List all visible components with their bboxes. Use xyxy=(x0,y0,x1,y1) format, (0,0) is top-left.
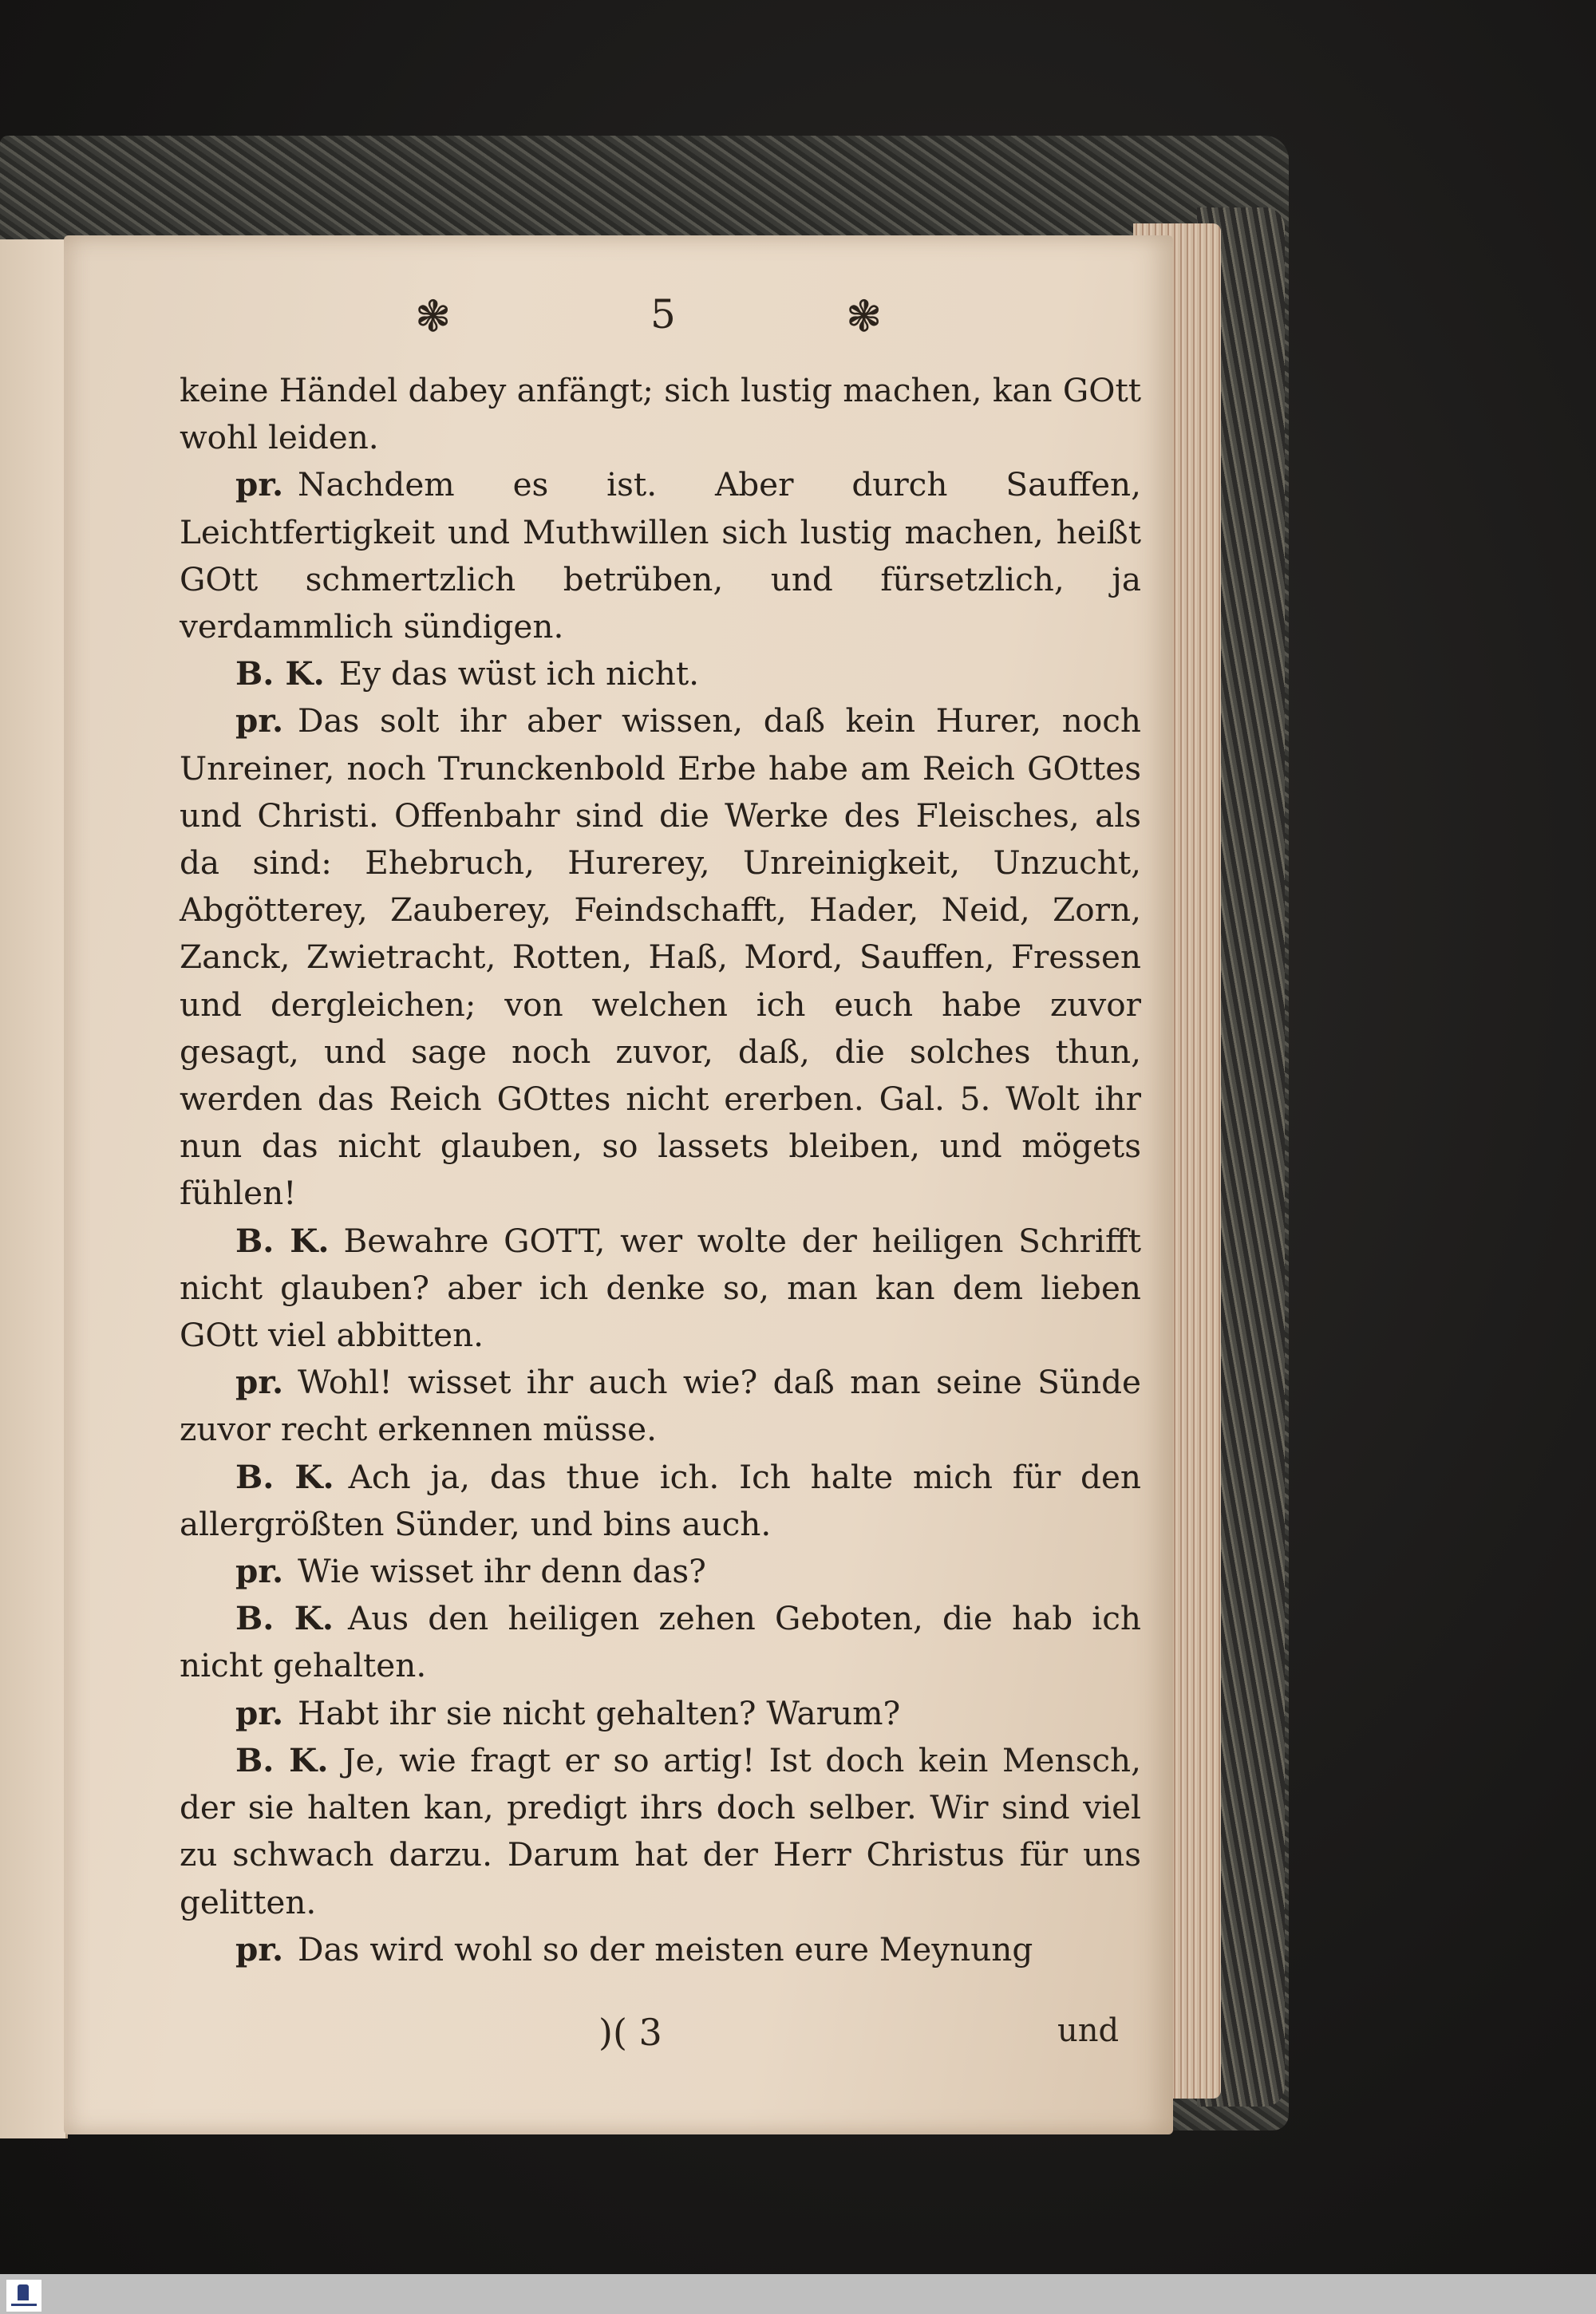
paragraph-text: Nachdem es ist. Aber durch Sauffen, Leichtfertigkeit und Muthwillen sich lustig machen, heißt GOtt schmertzlich betrüben, und fürsetzlich, ja verdammlich sündigen. xyxy=(180,465,1141,646)
paragraph-text: Je, wie fragt er so artig! Ist doch kein Mensch, der sie halten kan, predigt ihrs doch selber. Wir sind viel zu schwach darzu. Darum hat der Herr Christus für uns gelitten. xyxy=(180,1740,1141,1921)
library-logo-icon xyxy=(6,2280,41,2312)
paragraph-text: Ey das wüst ich nicht. xyxy=(338,654,700,693)
paragraph-text: Das wird wohl so der meisten eure Meynung xyxy=(298,1929,1033,1968)
paragraph-text: Ach ja, das thue ich. Ich halte mich für den allergrößten Sünder, und bins auch. xyxy=(180,1457,1141,1543)
catchword: und xyxy=(1057,2012,1120,2049)
paragraph-4 xyxy=(180,697,1141,1217)
page-number: 5 xyxy=(650,291,676,338)
speaker-label: pr. xyxy=(235,465,284,504)
logo-line xyxy=(11,2304,37,2306)
page-header xyxy=(415,291,926,347)
paragraph-text: Das solt ihr aber wissen, daß kein Hurer, noch Unreiner, noch Trunckenbold Erbe habe am Reich GOttes und Christi. Offenbahr sind die Werke des Fleisches, als da sind: Ehebruch, Hurerey, Unreinigkeit, Unzucht, Abgötterey, Zauberey, Feindschafft, Hader, Neid, Zorn, Zanck, Zwietracht, Rotten, Haß, Mord, Sauffen, Fressen und dergleichen; von welchen ich euch habe zuvor gesagt, und sage noch zuvor, daß, die solches thun, werden das Reich GOttes nicht ererben. Gal. 5. Wolt ihr nun das nicht glauben, so lassets bleiben, und mögets fühlen! xyxy=(180,701,1141,1213)
paragraph-text: Habt ihr sie nicht gehalten? Warum? xyxy=(298,1693,901,1732)
paragraph-8 xyxy=(180,1548,1141,1595)
speaker-label: pr. xyxy=(235,1929,284,1968)
speaker-label: pr. xyxy=(235,1363,284,1402)
paragraph-1 xyxy=(180,367,1141,461)
speaker-label: B. K. xyxy=(235,1457,334,1496)
speaker-label: B. K. xyxy=(235,1599,334,1638)
ornament-right-icon: ❃ xyxy=(846,291,883,342)
ornament-left-icon: ❃ xyxy=(415,291,452,342)
paragraph-text: Wie wisset ihr denn das? xyxy=(298,1552,706,1591)
paragraph-10 xyxy=(180,1690,1141,1737)
speaker-label: pr. xyxy=(235,1552,284,1591)
paragraph-text: Wohl! wisset ihr auch wie? daß man seine Sünde zuvor recht erkennen müsse. xyxy=(180,1363,1141,1449)
speaker-label: B. K. xyxy=(235,1740,329,1779)
logo-mark xyxy=(18,2284,29,2300)
speaker-label: B. K. xyxy=(235,1221,330,1260)
paragraph-text: Aus den heiligen zehen Geboten, die hab ich nicht gehalten. xyxy=(180,1599,1142,1685)
paragraph-11 xyxy=(180,1737,1141,1926)
speaker-label: pr. xyxy=(235,1693,284,1732)
speaker-label: B. K. xyxy=(235,654,325,693)
paragraph-9 xyxy=(180,1595,1141,1689)
paragraph-3 xyxy=(180,650,1141,697)
left-page-edge xyxy=(0,239,68,2138)
speaker-label: pr. xyxy=(235,701,284,740)
paragraph-text: keine Händel dabey anfängt; sich lustig machen, kan GOtt wohl leiden. xyxy=(180,371,1141,457)
paragraph-2 xyxy=(180,461,1141,650)
signature-mark: )( 3 xyxy=(598,2011,662,2054)
paragraph-5 xyxy=(180,1218,1141,1360)
paragraph-6 xyxy=(180,1359,1141,1453)
page-text xyxy=(180,367,1141,1973)
paragraph-text: Bewahre GOTT, wer wolte der heiligen Schrifft nicht glauben? aber ich denke so, man kan dem lieben GOtt viel abbitten. xyxy=(180,1221,1142,1355)
viewer-bottom-bar xyxy=(0,2274,1596,2314)
paragraph-12 xyxy=(180,1926,1141,1973)
paragraph-7 xyxy=(180,1454,1141,1548)
